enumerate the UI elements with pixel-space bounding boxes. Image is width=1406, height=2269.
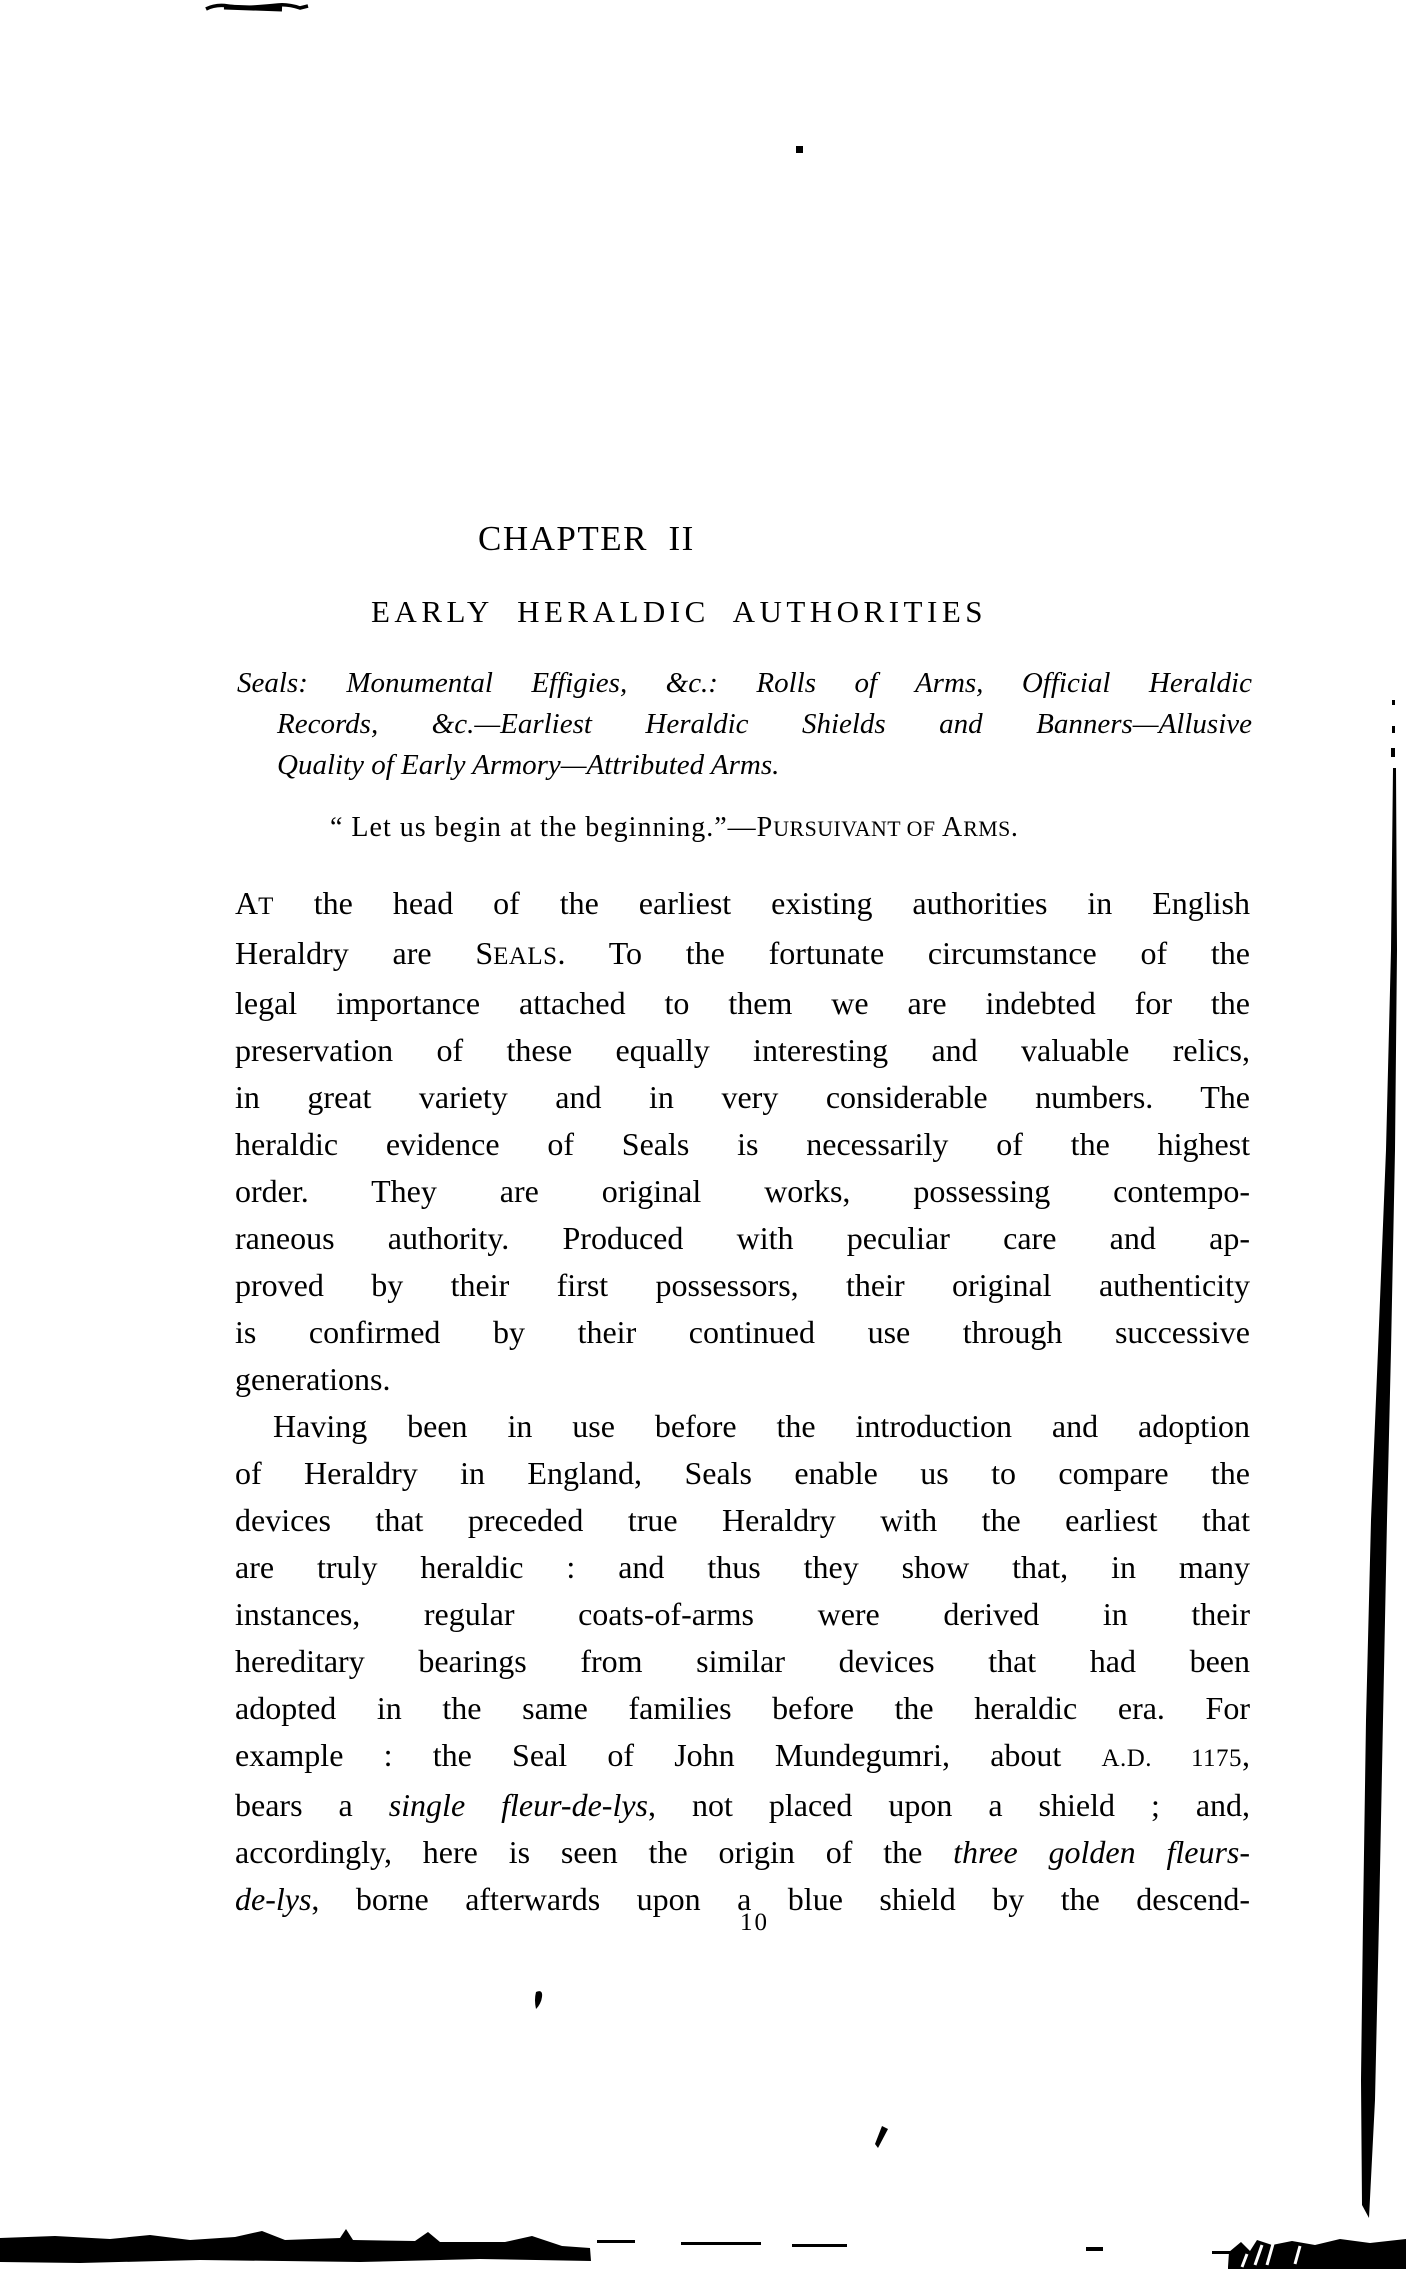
text-line: Having been in use before the introduction and adoption [273,1408,1250,1444]
text-line: Records, &c.—Earliest Heraldic Shields and Banners—Allusive [277,708,1252,740]
text-line: bears a single fleur-de-lys, not placed upon a shield ; and, [235,1787,1251,1823]
paragraph-1 [235,880,1250,1403]
scan-bar-bottom-left [0,2229,591,2263]
epigraph-quote: “ Let us begin at the beginning.”—PURSUIVANT OF ARMS. [330,812,1019,843]
text-line: AT the head of the earliest existing authorities in English [235,885,1250,921]
body-text [235,880,1250,1923]
scan-dash-3 [792,2244,847,2247]
scan-dash-1 [597,2240,635,2243]
text-line: de-lys, borne afterwards upon a blue shield by the descend- [235,1881,1250,1917]
text-line: is confirmed by their continued use through successive [235,1314,1250,1350]
text-line: hereditary bearings from similar devices that had been [235,1643,1250,1679]
text-line: in great variety and in very considerable numbers. The [235,1079,1250,1115]
chapter-title: CHAPTER II [478,519,695,558]
scan-blob-bottom-right [1228,2239,1406,2269]
scan-speck [796,146,803,153]
scan-scribble-top-left [206,5,308,9]
text-line: legal importance attached to them we are indebted for the [235,985,1250,1021]
text-line: devices that preceded true Heraldry with the earliest that [235,1502,1250,1538]
text-line: example : the Seal of John Mundegumri, about A.D. 1175, [235,1737,1250,1773]
chapter-summary [237,663,1252,786]
text-line: Seals: Monumental Effigies, &c.: Rolls of Arms, Official Heraldic [237,667,1252,699]
scan-line [1212,2251,1274,2254]
text-line: heraldic evidence of Seals is necessarily of the highest [235,1126,1250,1162]
scan-gutter-bar [1361,700,1397,2218]
text-line: adopted in the same families before the heraldic era. For [235,1690,1250,1726]
text-line: preservation of these equally interesting and valuable relics, [235,1032,1250,1068]
paragraph-2 [235,1403,1250,1923]
text-line: are truly heraldic : and thus they show that, in many [235,1549,1250,1585]
text-line: raneous authority. Produced with peculiar care and ap- [235,1220,1250,1256]
scan-mark-comma [875,2126,888,2148]
scan-mark-apostrophe [535,1991,542,2009]
text-line: accordingly, here is seen the origin of the three golden fleurs- [235,1834,1250,1870]
text-line: Quality of Early Armory—Attributed Arms. [277,749,780,781]
page-number: 10 [740,1909,769,1936]
text-line: of Heraldry in England, Seals enable us to compare the [235,1455,1250,1491]
text-line: Heraldry are SEALS. To the fortunate circumstance of the [235,935,1251,971]
scan-tick [1086,2247,1103,2251]
text-line: instances, regular coats-of-arms were derived in their [235,1596,1250,1632]
text-line: generations. [235,1361,391,1397]
text-line: proved by their first possessors, their original authenticity [235,1267,1250,1303]
scan-dash-2 [681,2242,761,2245]
text-line: order. They are original works, possessing contempo- [235,1173,1250,1209]
section-title: EARLY HERALDIC AUTHORITIES [371,594,987,629]
